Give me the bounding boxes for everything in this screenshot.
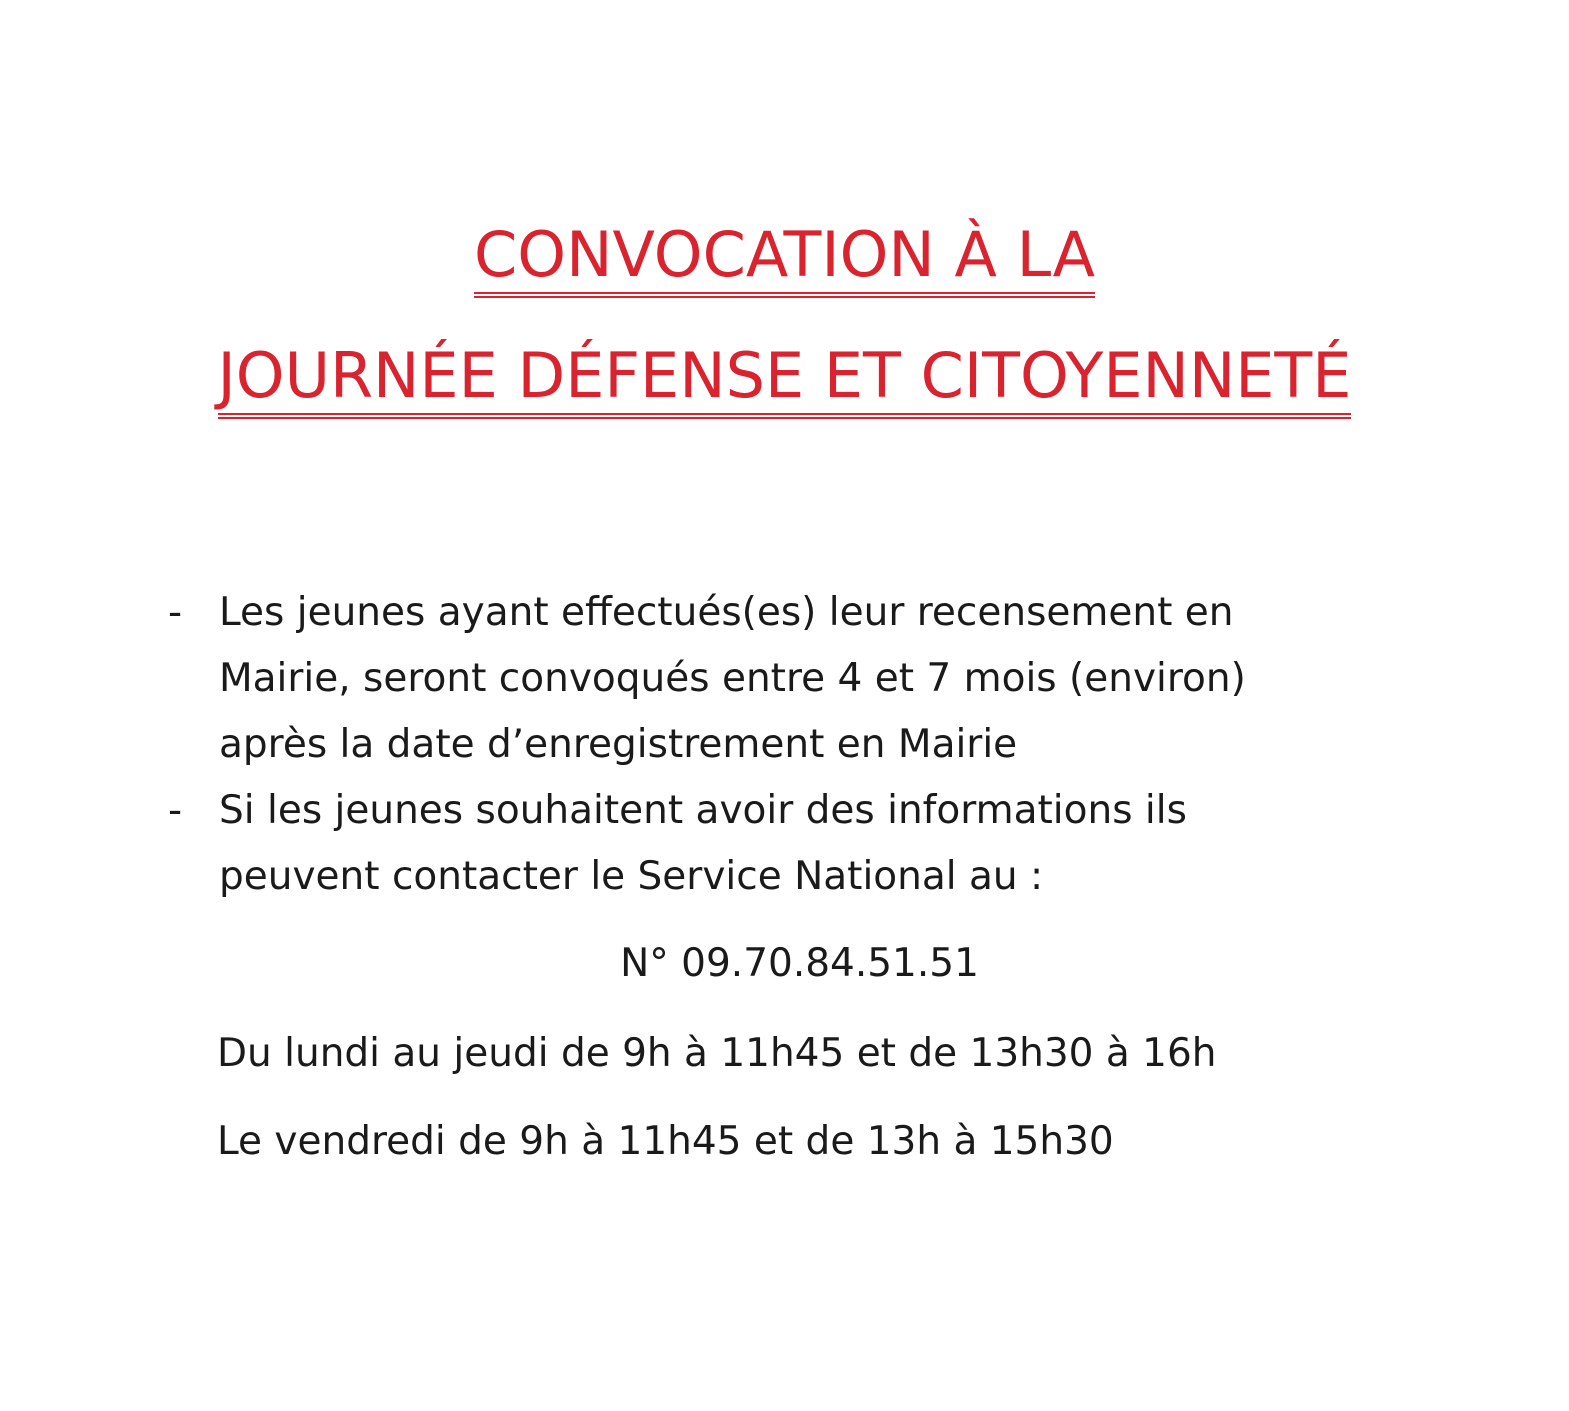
bullet-1-line-2: Mairie, seront convoqués entre 4 et 7 mois (environ)	[219, 656, 1246, 701]
title-line-1-text: CONVOCATION À LA	[474, 224, 1095, 298]
bullet-dash: -	[168, 788, 183, 833]
hours-weekdays: Du lundi au jeudi de 9h à 11h45 et de 13h30 à 16h	[217, 1031, 1217, 1076]
bullet-2-line-2: peuvent contacter le Service National au :	[219, 854, 1044, 899]
phone-number: N° 09.70.84.51.51	[620, 941, 979, 986]
title-line-2-text: JOURNÉE DÉFENSE ET CITOYENNETÉ	[218, 345, 1352, 419]
title-line-2	[0, 339, 1569, 419]
title-line-1	[0, 218, 1569, 298]
bullet-2-line-1: Si les jeunes souhaitent avoir des informations ils	[219, 788, 1187, 833]
hours-friday: Le vendredi de 9h à 11h45 et de 13h à 15h30	[217, 1119, 1114, 1164]
bullet-1-line-3: après la date d’enregistrement en Mairie	[219, 722, 1018, 767]
bullet-1-line-1: Les jeunes ayant effectués(es) leur recensement en	[219, 590, 1234, 635]
bullet-dash: -	[168, 590, 183, 635]
